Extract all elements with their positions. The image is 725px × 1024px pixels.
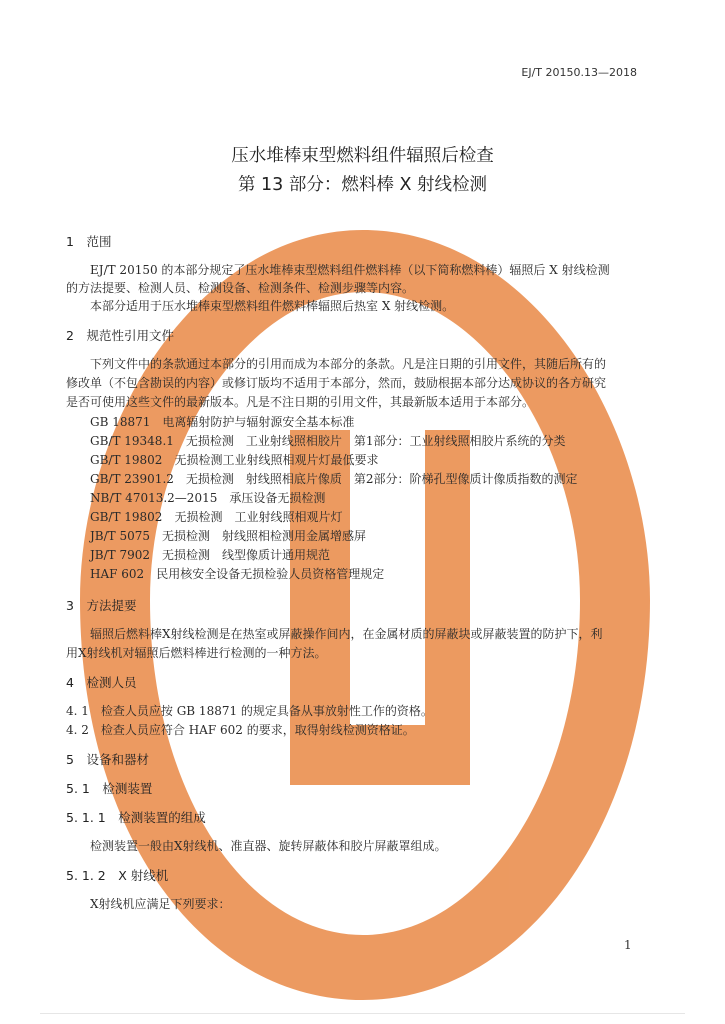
reference-title: 电离辐射防护与辐射源安全基本标准 (162, 415, 355, 429)
page-bottom-edge (40, 1013, 685, 1014)
watermark-logo-group (80, 230, 650, 1000)
reference-title: 无损检测工业射线照相观片灯最低要求 (174, 453, 379, 467)
reference-title: 无损检测 射线照相检测用金属增感屏 (162, 529, 367, 543)
section-2-paragraph-line2: 修改单（不包含勘误的内容）或修订版均不适用于本部分，然而，鼓励根据本部分达成协议的各方研究 (66, 376, 607, 390)
reference-code: HAF 602 (90, 567, 145, 581)
reference-title: 无损检测 线型像质计通用规范 (162, 548, 331, 562)
section-5-1-1-heading: 5. 1. 1 检测装置的组成 (66, 810, 206, 825)
section-5-1-2-paragraph: X射线机应满足下列要求： (90, 897, 231, 911)
reference-item (90, 432, 566, 449)
section-4-heading: 4 检测人员 (66, 675, 137, 690)
reference-code: JB/T 7902 (90, 548, 151, 562)
document-title-line1: 压水堆棒束型燃料组件辐照后检查 (231, 146, 494, 166)
reference-item (90, 527, 366, 544)
reference-item (90, 546, 330, 563)
section-1-paragraph-2: 本部分适用于压水堆棒束型燃料组件燃料棒辐照后热室 X 射线检测。 (90, 299, 455, 313)
reference-title: 无损检测 工业射线照相胶片 第1部分：工业射线照相胶片系统的分类 (185, 434, 566, 448)
section-5-1-1-paragraph: 检测装置一般由X射线机、准直器、旋转屏蔽体和胶片屏蔽罩组成。 (90, 839, 447, 853)
standard-code-header: EJ/T 20150.13—2018 (521, 66, 637, 79)
reference-title: 民用核安全设备无损检验人员资格管理规定 (156, 567, 385, 581)
reference-title: 无损检测 射线照相底片像质 第2部分：阶梯孔型像质计像质指数的测定 (185, 472, 578, 486)
reference-item (90, 451, 378, 468)
section-5-heading: 5 设备和器材 (66, 752, 149, 767)
reference-code: JB/T 5075 (90, 529, 151, 543)
reference-item (90, 413, 354, 430)
section-4-item-2: 4. 2 检查人员应符合 HAF 602 的要求，取得射线检测资格证。 (66, 723, 415, 737)
reference-code: GB/T 19802 (90, 510, 163, 524)
reference-title: 承压设备无损检测 (229, 491, 326, 505)
section-3-paragraph-line1: 辐照后燃料棒X射线检测是在热室或屏蔽操作间内，在金属材质的屏蔽块或屏蔽装置的防护下，利 (90, 627, 603, 641)
section-3-paragraph-line2: 用X射线机对辐照后燃料棒进行检测的一种方法。 (66, 646, 327, 660)
section-1-heading: 1 范围 (66, 234, 112, 249)
section-1-paragraph-line1: EJ/T 20150 的本部分规定了压水堆棒束型燃料组件燃料棒（以下简称燃料棒）辐照后 X 射线检测 (90, 263, 610, 277)
page-number: 1 (624, 938, 632, 952)
section-4-item-1: 4. 1 检查人员应按 GB 18871 的规定具备从事放射性工作的资格。 (66, 704, 433, 718)
reference-item (90, 508, 342, 525)
reference-title: 无损检测 工业射线照相观片灯 (174, 510, 343, 524)
section-2-paragraph-line1: 下列文件中的条款通过本部分的引用而成为本部分的条款。凡是注日期的引用文件，其随后所有的 (90, 357, 607, 371)
reference-code: GB/T 23901.2 (90, 472, 174, 486)
section-1-paragraph-line2: 的方法提要、检测人员、检测设备、检测条件、检测步骤等内容。 (66, 281, 415, 295)
section-5-1-heading: 5. 1 检测装置 (66, 781, 153, 796)
document-title-line2: 第 13 部分：燃料棒 X 射线检测 (237, 175, 487, 195)
section-3-heading: 3 方法提要 (66, 598, 137, 613)
reference-code: NB/T 47013.2—2015 (90, 491, 218, 505)
section-2-paragraph-line3: 是否可使用这些文件的最新版本。凡是不注日期的引用文件，其最新版本适用于本部分。 (66, 395, 535, 409)
watermark-ring-shape (80, 230, 650, 1000)
section-5-1-2-heading: 5. 1. 2 X 射线机 (66, 868, 169, 883)
reference-code: GB 18871 (90, 415, 151, 429)
reference-code: GB/T 19802 (90, 453, 163, 467)
reference-code: GB/T 19348.1 (90, 434, 174, 448)
section-2-heading: 2 规范性引用文件 (66, 328, 174, 343)
reference-item (90, 470, 578, 487)
reference-item (90, 565, 384, 582)
reference-item (90, 489, 325, 506)
